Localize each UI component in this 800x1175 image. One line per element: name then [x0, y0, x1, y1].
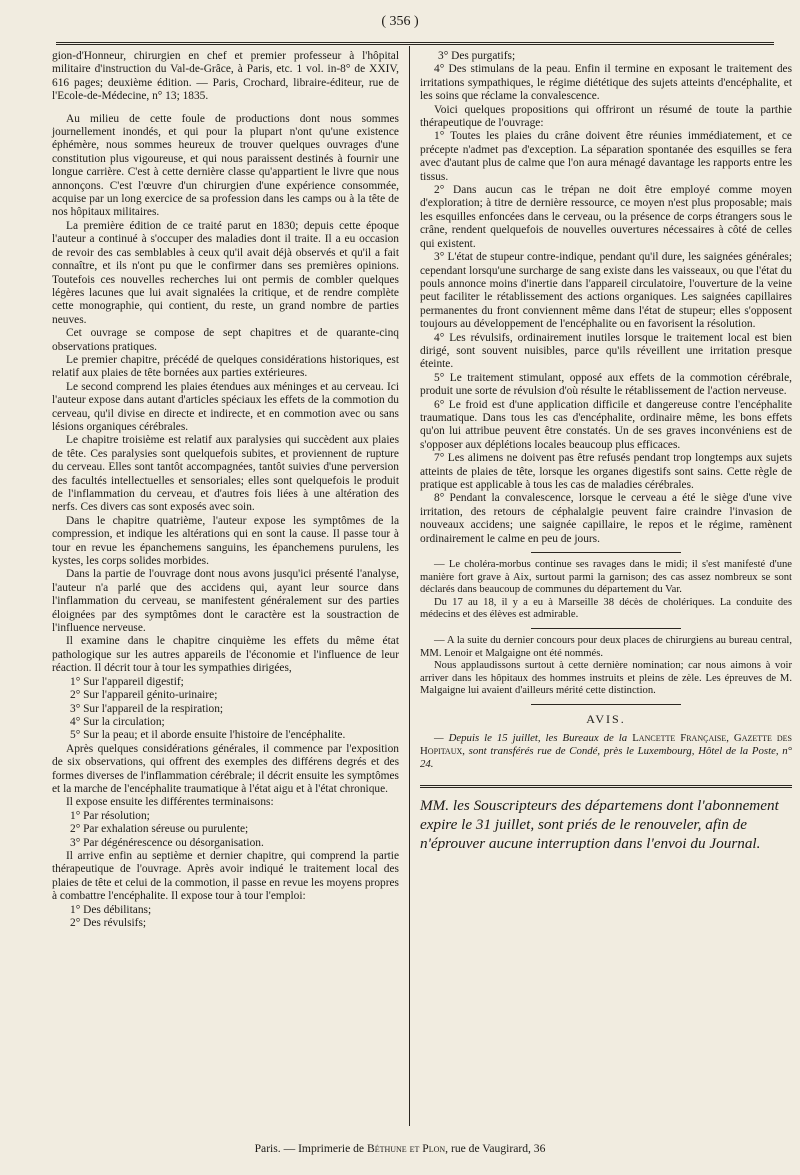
proposition: 2° Dans aucun cas le trépan ne doit être employé comme moyen d'exploration; à titre de dernière ressource, ce moyen n'est plus proposable; mais les esquilles enfoncées dans le cerveau, ou la présence de corps étrangers sous le crâne, rendent quelquefois de nouvelles ouvertures nécessaires à côté de celles qui existent.: [420, 184, 792, 250]
list-item: 3° Sur l'appareil de la respiration;: [70, 702, 224, 715]
subscribers-notice: MM. les Souscripteurs des départemens dont l'abonnement expire le 31 juillet, sont priés de le renouveler, afin de n'éprouver aucune interruption dans l'envoi du Journal.: [420, 797, 779, 853]
news-section: [420, 559, 792, 698]
review-paragraph: La première édition de ce traité parut en 1830; depuis cette époque l'auteur a continué à s'occuper des maladies dont il traite. Il a eu occasion de revoir des cas semblables à ceux qu'il avait déjà observés et qu'il a fait connaître, et ils n'ont pu que le confirmer dans ses premières opinions. Toutefois ces nouvelles recherches lui ont permis de combler quelques légères lacunes que lui avait signalées la critique, et de rendre complète cette monographie, qui contient, du reste, un grand nombre de parties neuves.: [52, 219, 399, 326]
list-item: 1° Sur l'appareil digestif;: [70, 675, 184, 688]
proposition: 7° Les alimens ne doivent pas être refusés pendant trop longtemps aux sujets atteints de plaies de tête, lorsque les organes digestifs sont sains. Cette règle de pratique est applicable à tous les cas de maladies cérébrales.: [420, 452, 792, 491]
review-paragraph: 4° Des stimulans de la peau. Enfin il termine en exposant le traitement des irritations sympathiques, le régime diététique des sujets atteints d'encéphalite, et les soins que réclame la convalescence.: [420, 63, 792, 103]
avis-text: — Depuis le 15 juillet, les Bureaux de la: [434, 732, 628, 745]
proposition: 4° Les révulsifs, ordinairement inutiles lorsque le traitement local est bien dirigé, sont souvent nuisibles, parce qu'ils réveillent une irritation presque éteinte.: [420, 331, 792, 371]
list-item: 1° Par résolution;: [70, 809, 150, 822]
review-paragraph: Après quelques considérations générales, il commence par l'exposition de six observations, qui offrent des exemples des différens degrés et des formes diverses de l'inflammation cérébrale; il décrit ensuite les symptômes et la marche de l'encéphalite traumatique à l'état aigu et à l'état chronique.: [52, 742, 399, 795]
review-paragraph: Le second comprend les plaies étendues aux méninges et au cerveau. Ici l'auteur expose dans autant d'articles spéciaux les effets de la commotion du cerveau, qu'il divise en directe et indirecte, et en commotion avec ou sans lésions organiques cérébrales.: [52, 380, 399, 433]
avis-notice: [420, 732, 792, 771]
list-item: 4° Sur la circulation;: [70, 715, 165, 728]
news-item: Du 17 au 18, il y a eu à Marseille 38 décès de cholériques. La conduite des médecins et des élèves est admirable.: [420, 596, 792, 621]
proposition: 5° Le traitement stimulant, opposé aux effets de la commotion cérébrale, produit une sorte de révulsion d'où résulte le rétablissement de l'action nerveuse.: [420, 371, 792, 398]
avis-title: AVIS.: [586, 711, 626, 726]
journal-name-gazette: Gazette des Hopitaux,: [420, 732, 793, 758]
column-divider: [409, 46, 410, 1126]
review-paragraph: Il examine dans le chapitre cinquième les effets du même état pathologique sur les autres appareils de l'économie et l'influence de leur réaction. Il décrit tour à tour les sympathies dirigées,: [52, 635, 399, 675]
section-rule: [531, 704, 681, 705]
proposition: 6° Le froid est d'une application difficile et dangereuse contre l'encéphalite traumatique. Dans tous les cas d'encéphalite, ordinaire même, les bons effets qu'on lui attribue peuvent être constatés. Un de ses graves inconvéniens est de s'opposer aux déplétions locales beaucoup plus efficaces.: [420, 398, 792, 451]
section-rule: [531, 552, 681, 553]
right-column: [420, 50, 792, 853]
page-number: ( 356 ): [381, 14, 419, 29]
list-item: 5° Sur la peau; et il aborde ensuite l'histoire de l'encéphalite.: [70, 729, 346, 742]
review-paragraph: Cet ouvrage se compose de sept chapitres et de quarante-cinq observations pratiques.: [52, 327, 399, 353]
printer-name: Béthune et Plon,: [366, 1142, 449, 1155]
header-rule: [56, 42, 774, 45]
review-paragraph: Le chapitre troisième est relatif aux paralysies qui succèdent aux plaies de tête. Ces paralysies sont quelquefois subites, et proviennent de rupture du cerveau. Elles sont tantôt accompagnées, tantôt suivies d'une perversion des facultés intellectuelles et sensoriales; elles sont quelquefois le produit de l'inflammation du cerveau, et d'autres fois liées à une altération des nerfs. Ces divers cas sont exposés avec soin.: [52, 434, 399, 514]
section-rule: [531, 628, 681, 629]
propositions-intro: Voici quelques propositions qui offriront un résumé de toute la parthie thérapeutique de l'ouvrage:: [420, 103, 792, 130]
list-item: 3° Des purgatifs;: [438, 50, 516, 62]
review-paragraph: Dans le chapitre quatrième, l'auteur expose les symptômes de la compression, et indique les altérations qui en sont la cause. Il passe tour à tour en revue les épanchemens sanguins, les épanchemens purulens, les kystes, les corps solides morbides.: [52, 514, 399, 568]
list-item: 1° Des débilitans;: [70, 903, 152, 916]
review-paragraph: Le premier chapitre, précédé de quelques considérations historiques, est relatif aux plaies de tête bornées aux parties extérieures.: [52, 353, 399, 380]
news-item: — A la suite du dernier concours pour deux places de chirurgiens au bureau central, MM. Lenoir et Malgaigne ont été nommés.: [420, 635, 792, 659]
review-paragraph: Il expose ensuite les différentes terminaisons:: [66, 796, 274, 809]
news-item: Nous applaudissons surtout à cette dernière nomination; car nous aimons à voir arriver dans les hôpitaux des hommes instruits et pleins de zèle. Les épreuves de M. Malgaigne lui avaient d'ailleurs mérité cette distinction.: [420, 660, 792, 697]
proposition: 8° Pendant la convalescence, lorsque le cerveau a été le siège d'une vive irritation, des retours de céphalalgie peuvent faire craindre l'invasion de nouveaux accidens; une saignée capillaire, le repos et le régime, ramènent ordinairement le calme en peu de jours.: [420, 492, 792, 545]
journal-name-lancette: Lancette Française,: [632, 732, 729, 745]
review-paragraph: Il arrive enfin au septième et dernier chapitre, qui comprend la partie thérapeutique de l'ouvrage. Après avoir indiqué le traitement local des plaies de tête et celui de la commotion, il passe en revue les moyens propres à combattre l'encéphalite. Il expose tour à tour l'emploi:: [52, 849, 399, 903]
proposition: 1° Toutes les plaies du crâne doivent être réunies immédiatement, et ce précepte n'admet pas d'exception. La séparation spontanée des esquilles se fera avec d'autant plus de calme que l'on aura ménagé davantage les rapports entre les tissus.: [420, 130, 792, 183]
imprint-address: rue de Vaugirard, 36: [450, 1142, 546, 1155]
list-item: 2° Par exhalation séreuse ou purulente;: [70, 823, 249, 836]
review-paragraph: Dans la partie de l'ouvrage dont nous avons jusqu'ici présenté l'analyse, l'auteur n'a parlé que des accidens qui, ayant leur source dans l'inflammation du cerveau, se manifestent généralement sur des parties éloignées par des symptômes dont le caractère est la soustraction de l'influence nerveuse.: [52, 568, 399, 635]
avis-text: sont transférés rue de Condé, près le Luxembourg, Hôtel de la Poste, n° 24.: [420, 745, 792, 771]
book-citation: gion-d'Honneur, chirurgien en chef et premier professeur à l'hôpital militaire d'instruction du Val-de-Grâce, à Paris, etc. 1 vol. in-8° de XXIV, 616 pages; deuxième édition. — Paris, Crochard, libraire-éditeur, rue de l'Ecole-de-Médecine, n° 13; 1835.: [52, 50, 399, 103]
review-paragraph: Au milieu de cette foule de productions dont nous sommes journellement inondés, et qui pour la plupart n'ont qu'une existence éphémère, nous sommes heureux de trouver quelques ouvrages d'une constitution plus vigoureuse, et qui nous paraissent destinés à fournir une longue carrière. C'est à cette dernière classe qu'appartient le livre que nous annonçons. C'est l'œuvre d'un chirurgien d'une expérience consommée, acquise par un long exercice de sa profession dans les camps ou à la tête de nos hôpitaux militaires.: [52, 112, 399, 219]
imprint-text: Paris. — Imprimerie de: [254, 1142, 365, 1155]
news-item: — Le choléra-morbus continue ses ravages dans le midi; il s'est manifesté d'une manière fort grave à Aix, surtout parmi la garnison; des cas assez nombreux se sont déclarés dans beaucoup de communes du département du Var.: [420, 559, 792, 596]
list-item: 2° Sur l'appareil génito-urinaire;: [70, 689, 218, 702]
list-item: 2° Des révulsifs;: [70, 917, 147, 929]
printer-imprint: [0, 1142, 800, 1155]
list-item: 3° Par dégénérescence ou désorganisation.: [70, 836, 264, 849]
notice-rule: [420, 785, 792, 788]
proposition: 3° L'état de stupeur contre-indique, pendant qu'il dure, les saignées générales; cependant lorsqu'une surcharge de sang existe dans les vaisseaux, ou que l'état du pouls annonce moins d'inertie dans l'appareil circulatoire, l'ouverture de la veine peut faciliter le rétablissement des actions organiques. Les saignées capillaires permanentes du front conviennent même dans l'état de stupeur; elles s'opposent toujours au développement de l'encéphalite ou en favorisent la résolution.: [420, 251, 792, 331]
left-column: [52, 50, 399, 930]
